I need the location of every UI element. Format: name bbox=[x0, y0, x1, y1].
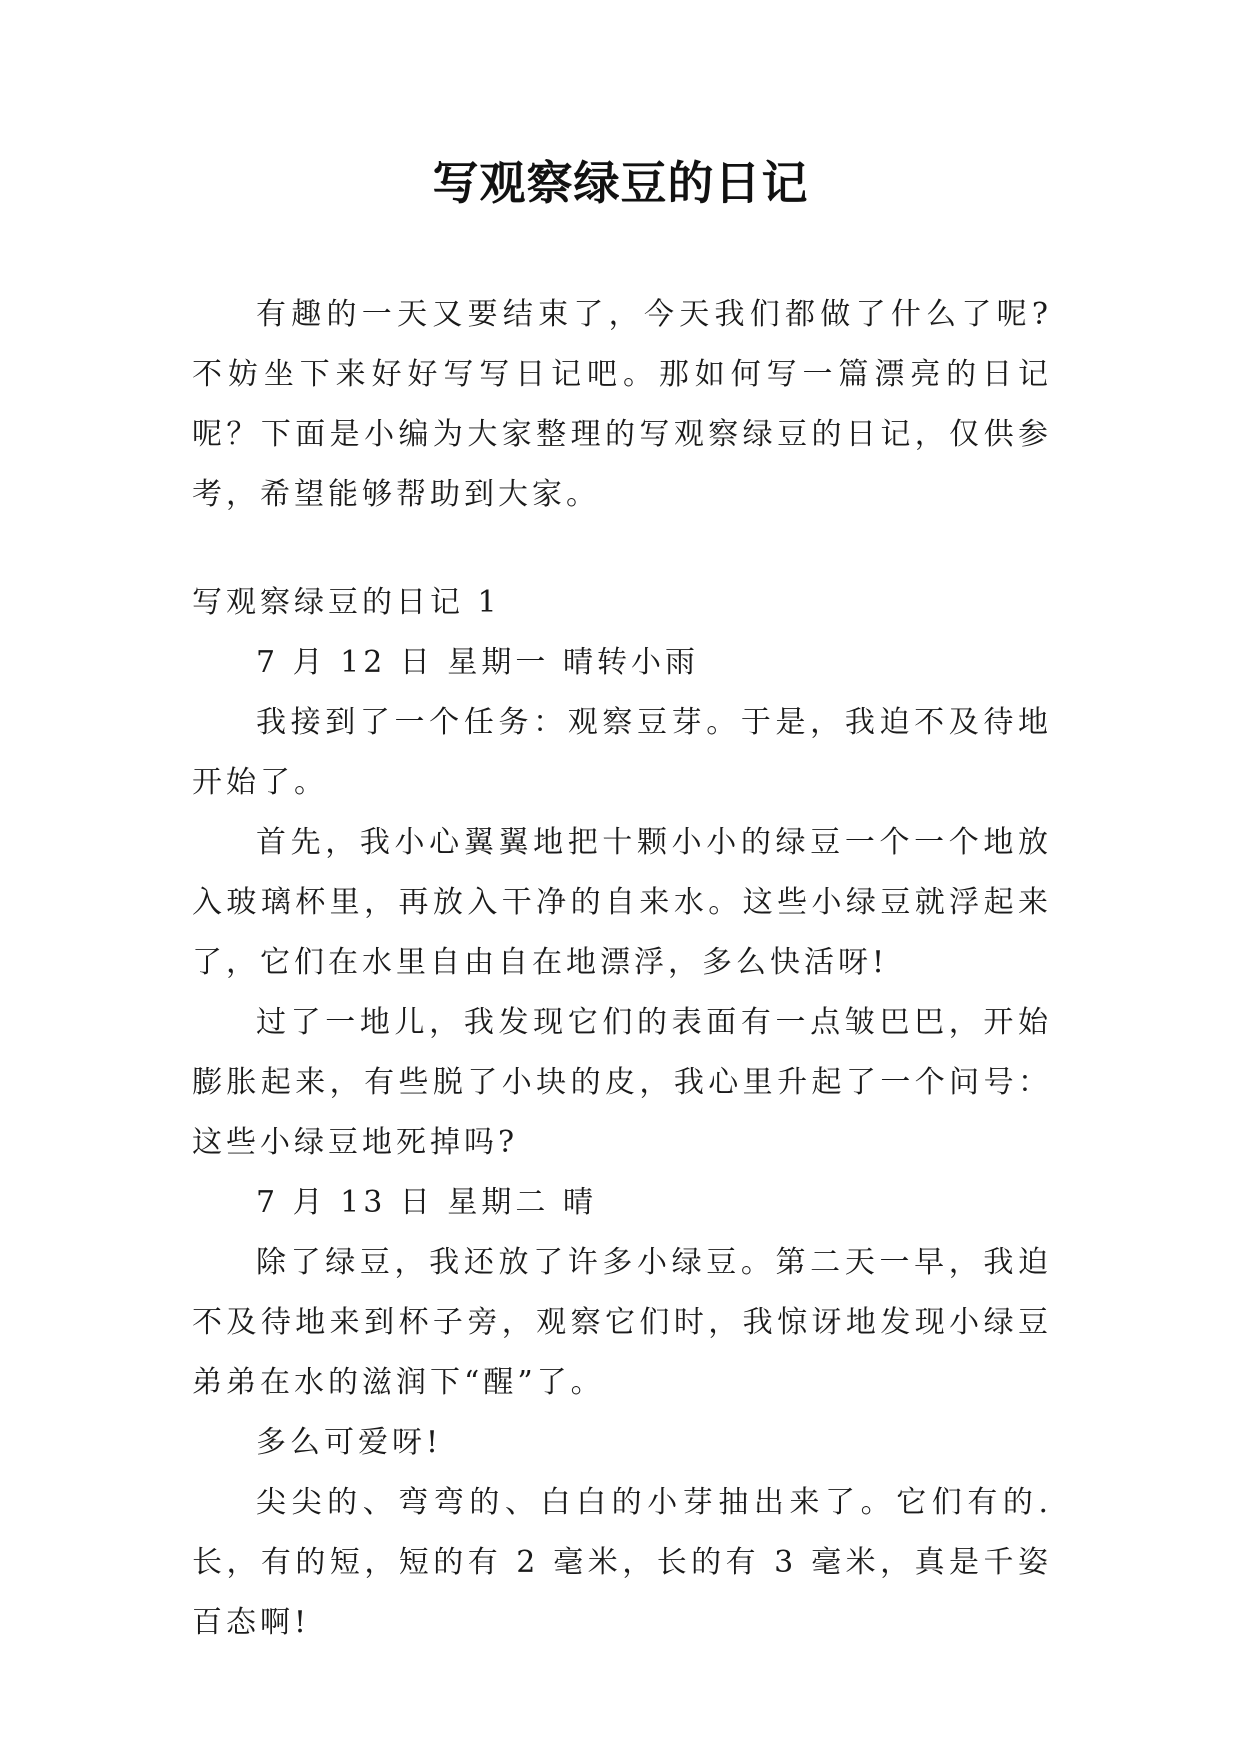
diary-section bbox=[192, 573, 1052, 1653]
section-heading: 写观察绿豆的日记 1 bbox=[192, 585, 501, 620]
diary-paragraph-4: 除了绿豆，我还放了许多小绿豆。第二天一早，我迫不及待地来到杯子旁，观察它们时，我惊讶地发现小绿豆弟弟在水的滋润下“醒”了。 bbox=[192, 1245, 1052, 1400]
diary-date-2: 7 月 13 日 星期二 晴 bbox=[256, 1185, 597, 1220]
diary-paragraph-3: 过了一地儿，我发现它们的表面有一点皱巴巴，开始膨胀起来，有些脱了小块的皮，我心里升起了一个问号：这些小绿豆地死掉吗? bbox=[192, 1005, 1052, 1160]
diary-date-1: 7 月 12 日 星期一 晴转小雨 bbox=[256, 645, 699, 680]
intro-section bbox=[192, 285, 1052, 525]
diary-paragraph-5: 多么可爱呀! bbox=[256, 1425, 443, 1460]
document-title: 写观察绿豆的日记 bbox=[432, 156, 809, 210]
diary-paragraph-1: 我接到了一个任务：观察豆芽。于是，我迫不及待地开始了。 bbox=[192, 705, 1052, 800]
diary-paragraph-2: 首先，我小心翼翼地把十颗小小的绿豆一个一个地放入玻璃杯里，再放入干净的自来水。这些小绿豆就浮起来了，它们在水里自由自在地漂浮，多么快活呀! bbox=[192, 825, 1052, 980]
intro-paragraph: 有趣的一天又要结束了，今天我们都做了什么了呢?不妨坐下来好好写写日记吧。那如何写一篇漂亮的日记呢？下面是小编为大家整理的写观察绿豆的日记，仅供参考，希望能够帮助到大家。 bbox=[192, 297, 1052, 512]
diary-paragraph-6: 尖尖的、弯弯的、白白的小芽抽出来了。它们有的.长，有的短，短的有 2 毫米，长的有 3 毫米，真是千姿百态啊! bbox=[192, 1485, 1052, 1640]
